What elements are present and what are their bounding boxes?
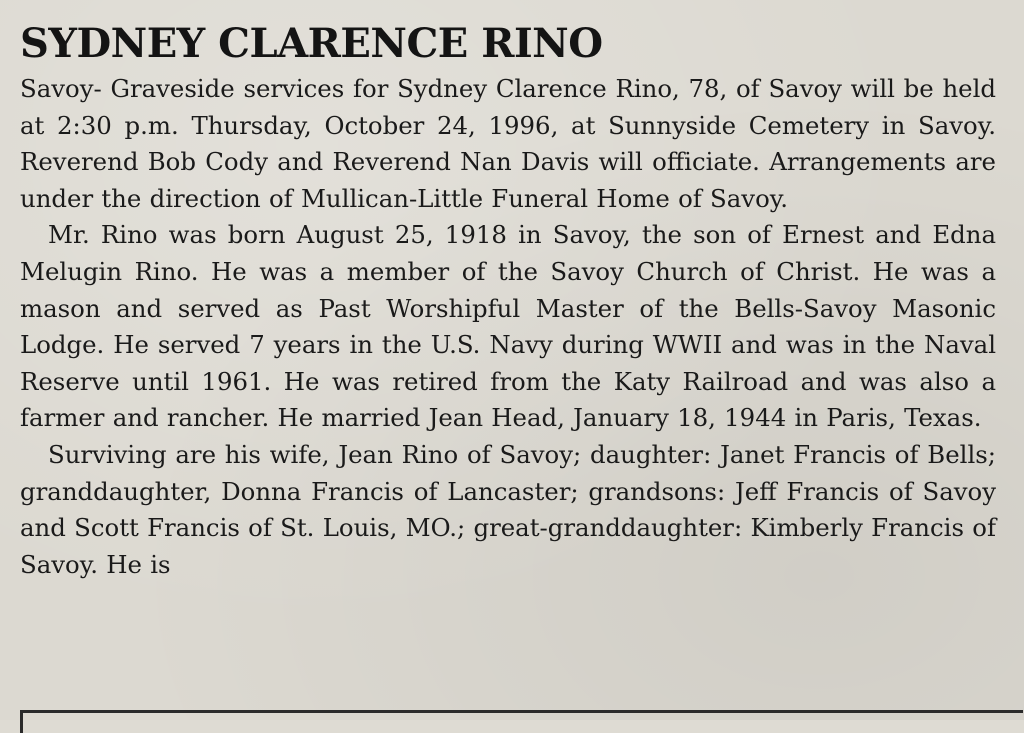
obituary-body: [20, 71, 996, 583]
obituary-headline: SYDNEY CLARENCE RINO: [20, 20, 603, 67]
next-article-border: [20, 710, 1023, 733]
paragraph-services: Savoy- Graveside services for Sydney Clarence Rino, 78, of Savoy will be held at 2:30 p.m. Thursday, October 24, 1996, at Sunnyside Cemetery in Savoy. Reverend Bob Cody and Reverend Nan Davis will officiate. Arrangements are under the direction of Mullican-Little Funeral Home of Savoy.: [20, 74, 996, 213]
paragraph-biography: Mr. Rino was born August 25, 1918 in Savoy, the son of Ernest and Edna Melugin Rino. He was a member of the Savoy Church of Christ. He was a mason and served as Past Worshipful Master of the Bells-Savoy Masonic Lodge. He served 7 years in the U.S. Navy during WWII and was in the Naval Reserve until 1961. He was retired from the Katy Railroad and was also a farmer and rancher. He married Jean Head, January 18, 1944 in Paris, Texas.: [20, 220, 996, 433]
paragraph-survivors: Surviving are his wife, Jean Rino of Savoy; daughter: Janet Francis of Bells; granddaughter, Donna Francis of Lancaster; grandsons: Jeff Francis of Savoy and Scott Francis of St. Louis, MO.; great-granddaughter: Kimberly Francis of Savoy. He is: [20, 439, 996, 579]
